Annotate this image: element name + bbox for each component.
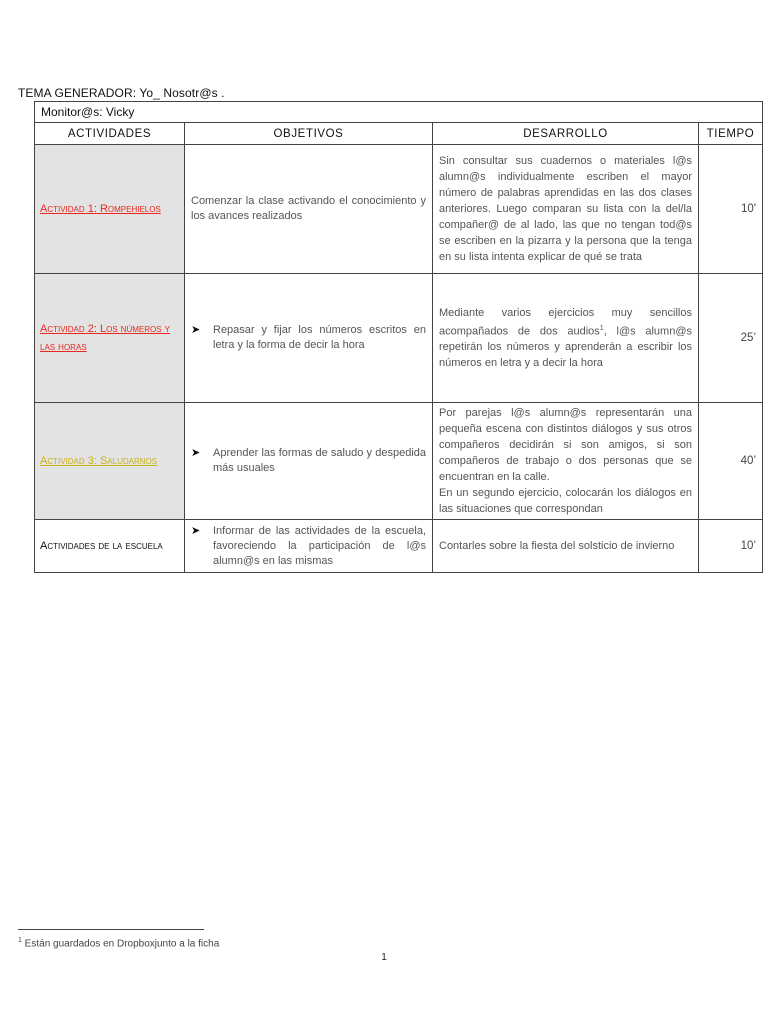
objective-cell [185, 403, 433, 520]
column-header-actividades: ACTIVIDADES [35, 123, 185, 145]
time-value: 25’ [699, 274, 763, 403]
activity-name: Actividad 3: Saludarnos [35, 403, 185, 520]
arrowhead-bullet-icon: ➤ [191, 447, 201, 459]
footnote [18, 937, 219, 949]
monitor-label: Monitor@s: Vicky [35, 102, 763, 123]
column-header-desarrollo: DESARROLLO [433, 123, 699, 145]
development-cell [433, 403, 699, 520]
objective-text: Repasar y fijar los números escritos en letra y la forma de decir la hora [213, 324, 426, 351]
table-row [35, 274, 763, 403]
footnote-text: Están guardados en Dropboxjunto a la ficha [21, 938, 220, 950]
development-text-second: En un segundo ejercicio, colocarán los diálogos en las situaciones que correspondan [439, 487, 692, 515]
activity-name: Actividad 2: Los números y las horas [35, 274, 185, 403]
time-value: 10’ [699, 520, 763, 573]
arrowhead-bullet-icon: ➤ [191, 524, 201, 537]
lesson-plan-table [34, 101, 763, 573]
development-text: Mediante varios ejercicios muy sencillos acompañados de dos audios [439, 306, 692, 338]
time-value: 10' [699, 145, 763, 274]
activity-name: Actividad 1: Rompehielos [35, 145, 185, 274]
objective-text: Aprender las formas de saludo y despedida más usuales [213, 447, 426, 474]
development-text: Contarles sobre la fiesta del solsticio de invierno [433, 520, 699, 573]
development-text-continued: , l@s alumn@s repetirán los números y aprenderán a escribir los números en letra y a decir la hora [439, 325, 692, 370]
footnote-separator [18, 929, 204, 930]
table-row [35, 145, 763, 274]
objective-cell [185, 274, 433, 403]
arrowhead-bullet-icon: ➤ [191, 324, 201, 336]
objective-text: Informar de las actividades de la escuela, favoreciendo la participación de l@s alumn@s en las mismas [213, 524, 426, 567]
page-number: 1 [381, 952, 387, 963]
column-header-tiempo: TIEMPO [699, 123, 763, 145]
objective-cell [185, 520, 433, 573]
time-value: 40’ [699, 403, 763, 520]
column-header-objetivos: OBJETIVOS [185, 123, 433, 145]
footnote-mark: 1 [18, 937, 22, 944]
development-text: Por parejas l@s alumn@s representarán una pequeña escena con distintos diálogos y sus otros compañeros decidirán si son amigos, si son compañeros de trabajo o dos personas que se encuentran en la calle. [439, 407, 692, 483]
development-text: Sin consultar sus cuadernos o materiales l@s alumn@s individualmente escriben el mayor número de palabras aprendidas en las dos clases anteriores. Luego comparan su lista con la del/la compañer@ de al lado, las que no tengan tod@s se escriben en la pizarra y la persona que la tenga en su lista intenta explicar de qué se trata [433, 145, 699, 274]
table-row [35, 403, 763, 520]
objective-text: Comenzar la clase activando el conocimiento y los avances realizados [185, 145, 433, 274]
development-cell [433, 274, 699, 403]
document-title: TEMA GENERADOR: Yo_ Nosotr@s . [18, 86, 225, 100]
footnote-reference[interactable]: 1 [599, 324, 604, 332]
table-row [35, 520, 763, 573]
activity-name: Actividades de la escuela [35, 520, 185, 573]
